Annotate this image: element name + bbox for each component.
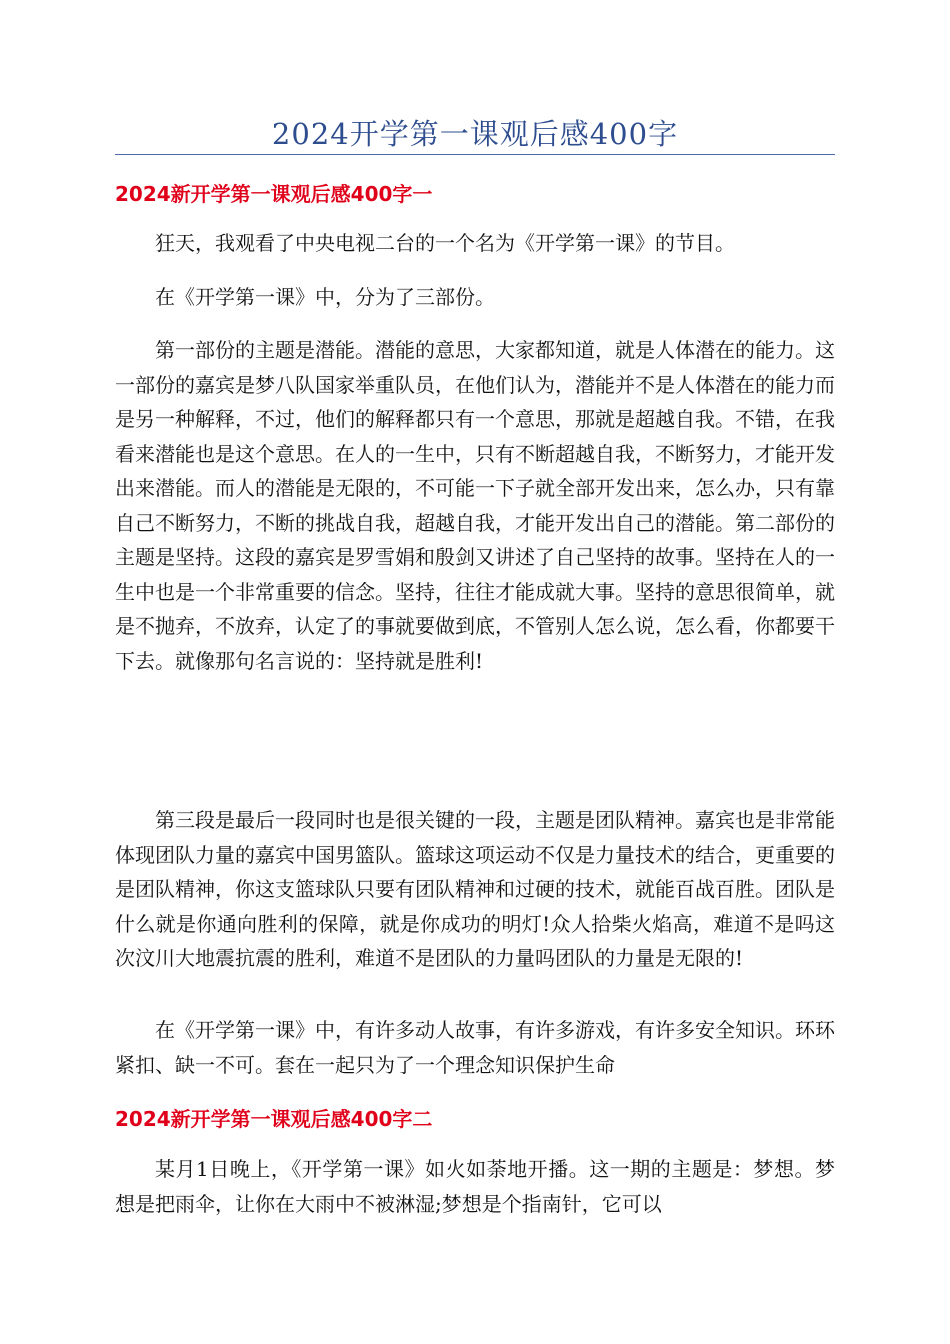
paragraph: 第一部份的主题是潜能。潜能的意思，大家都知道，就是人体潜在的能力。这一部份的嘉宾是梦八队国家举重队员，在他们认为，潜能并不是人体潜在的能力而是另一种解释，不过，他们的解释都只有一个意思，那就是超越自我。不错，在我看来潜能也是这个意思。在人的一生中，只有不断超越自我，不断努力，才能开发出来潜能。而人的潜能是无限的，不可能一下子就全部开发出来，怎么办，只有靠自己不断努力，不断的挑战自我，超越自我，才能开发出自己的潜能。第二部份的主题是坚持。这段的嘉宾是罗雪娟和殷剑又讲述了自己坚持的故事。坚持在人的一生中也是一个非常重要的信念。坚持，往往才能成就大事。坚持的意思很简单，就是不抛弃，不放弃，认定了的事就要做到底，不管别人怎么说，怎么看，你都要干下去。就像那句名言说的：坚持就是胜利! (115, 338, 835, 673)
title-underline (115, 154, 835, 155)
paragraph: 狂天，我观看了中央电视二台的一个名为《开学第一课》的节目。 (155, 231, 735, 255)
paragraph: 第三段是最后一段同时也是很关键的一段，主题是团队精神。嘉宾也是非常能体现团队力量的嘉宾中国男篮队。篮球这项运动不仅是力量技术的结合，更重要的是团队精神，你这支篮球队只要有团队精神和过硬的技术，就能百战百胜。团队是什么就是你通向胜利的保障，就是你成功的明灯!众人拾柴火焰高，难道不是吗这次汶川大地震抗震的胜利，难道不是团队的力量吗团队的力量是无限的! (115, 808, 835, 970)
paragraph: 某月1日晚上，《开学第一课》如火如荼地开播。这一期的主题是：梦想。梦想是把雨伞，让你在大雨中不被淋湿;梦想是个指南针，它可以 (115, 1157, 835, 1216)
section-heading-2: 2024新开学第一课观后感400字二 (115, 1107, 433, 1131)
paragraph: 在《开学第一课》中，分为了三部份。 (155, 285, 495, 309)
section-heading-1: 2024新开学第一课观后感400字一 (115, 182, 433, 206)
document-title: 2024开学第一课观后感400字 (271, 117, 679, 151)
paragraph: 在《开学第一课》中，有许多动人故事，有许多游戏，有许多安全知识。环环紧扣、缺一不可。套在一起只为了一个理念知识保护生命 (115, 1018, 835, 1077)
